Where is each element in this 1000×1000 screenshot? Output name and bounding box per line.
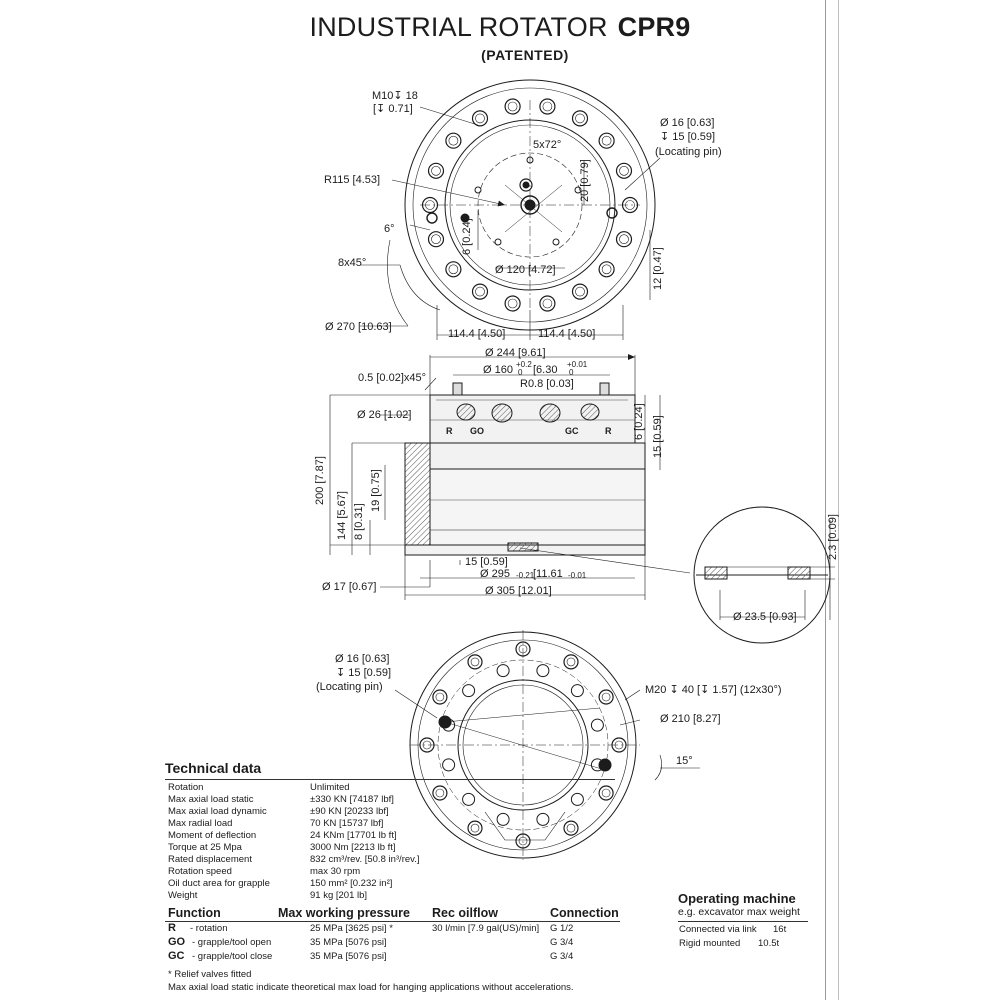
connection-header: Connection (550, 906, 619, 920)
radius-small-callout: R0.8 [0.03] (520, 378, 574, 390)
chamfer-small-callout: 0.5 [0.02]x45° (358, 372, 427, 384)
top-view-labels (324, 90, 722, 340)
bolt-hole-inner (476, 114, 485, 123)
operating-machine-heading: Operating machine (678, 891, 796, 906)
tech-row-value: 91 kg [201 lb] (310, 890, 368, 901)
op-row-rigid-label: Rigid mounted (679, 938, 741, 949)
bolt-hole-inner (620, 166, 629, 175)
bolt-hole (617, 232, 632, 247)
bolt-hole (564, 821, 578, 835)
bottom-pin-depth: ↧ 15 [0.59] (336, 667, 392, 679)
bolt-hole-secondary (463, 793, 475, 805)
port-gc-label: GC (565, 426, 579, 436)
bolt-hole-secondary (463, 685, 475, 697)
bolt-hole-inner (436, 789, 444, 797)
dim-120-callout: Ø 120 [4.72] (495, 264, 556, 276)
bolt-hole-secondary (591, 719, 603, 731)
bolt-hole (505, 99, 520, 114)
function-connection: G 3/4 (550, 951, 574, 962)
tech-row-value: 832 cm³/rev. [50.8 in³/rev.] (310, 854, 420, 865)
function-connection: G 3/4 (550, 937, 574, 948)
bottom-dim-210: Ø 210 [8.27] (660, 713, 721, 725)
dim-15c-callout: 15 [0.59] (465, 556, 508, 568)
bolt-hole-inner (508, 102, 517, 111)
bolt-hole-secondary (537, 665, 549, 677)
bolt-hole-secondary (537, 813, 549, 825)
bolt-hole (446, 262, 461, 277)
tech-row-label: Moment of deflection (168, 830, 257, 841)
dim-305-callout: Ø 305 [12.01] (485, 585, 552, 597)
bolt-hole (573, 284, 588, 299)
bolt-hole (468, 655, 482, 669)
bolt-hole-secondary (571, 793, 583, 805)
dim-160-callout: Ø 160 (483, 364, 513, 376)
tech-row-label: Weight (168, 890, 198, 901)
side-body (430, 469, 645, 545)
bolt-hole-inner (432, 235, 441, 244)
dim-20-callout: 20 [0.79] (579, 159, 591, 202)
function-desc: - rotation (190, 923, 228, 934)
bolt-hole-inner (543, 102, 552, 111)
bolt-hole-secondary (571, 685, 583, 697)
technical-data-rule (165, 779, 615, 780)
pin-label: (Locating pin) (655, 146, 722, 158)
dim-23-callout: 2.3 [0.09] (827, 514, 839, 560)
tech-row-label: Max radial load (168, 818, 233, 829)
dim-160-inch: [6.30 (533, 364, 558, 376)
tech-row-label: Oil duct area for grapple (168, 878, 270, 889)
dim-160-inch-tol-lower: 0 (569, 368, 574, 377)
oilflow-header: Rec oilflow (432, 906, 498, 920)
bottom-angle-15: 15° (676, 755, 693, 767)
function-pressure: 25 MPa [3625 psi] * (310, 923, 393, 934)
bolt-hole-inner (567, 658, 575, 666)
relief-note: * Relief valves fitted (168, 969, 252, 980)
bolt-hole-inner (602, 265, 611, 274)
model-name: CPR9 (617, 12, 691, 42)
pin-depth-callout: ↧ 15 [0.59] (660, 131, 716, 143)
bolt-hole-inner (543, 299, 552, 308)
angle-pattern-callout: 5x72° (533, 139, 562, 151)
tech-row-value: max 30 rpm (310, 866, 361, 877)
bolt-hole (540, 296, 555, 311)
dim-270-callout: Ø 270 [10.63] (325, 321, 392, 333)
tech-row-label: Torque at 25 Mpa (168, 842, 242, 853)
bolt-hole-secondary (443, 759, 455, 771)
tech-row-value: 70 KN [15737 lbf] (310, 818, 384, 829)
bolt-hole-inner (576, 287, 585, 296)
side-flange-hatch (405, 443, 430, 545)
bolt-hole (599, 262, 614, 277)
chamfer-callout: 8x45° (338, 257, 367, 269)
function-key: GC (168, 950, 185, 962)
port-r2-label: R (605, 426, 612, 436)
function-key: GO (168, 936, 186, 948)
dim-15b-callout: 15 [0.59] (652, 415, 664, 458)
dim-295-inch-tol-lower: -0.01 (568, 571, 587, 580)
bolt-hole-inner (576, 114, 585, 123)
top-view (360, 80, 660, 340)
bolt-hole (433, 786, 447, 800)
dim-19-callout: 19 [0.75] (370, 469, 382, 512)
op-row-link-label: Connected via link (679, 924, 757, 935)
dim-160-tol-lower: 0 (518, 368, 523, 377)
side-mid-block (430, 443, 645, 469)
function-table-rule (165, 921, 620, 922)
dim-144-callout: 144 [5.67] (336, 491, 348, 540)
bolt-hole (473, 111, 488, 126)
bolt-hole (573, 111, 588, 126)
tech-row-label: Rated displacement (168, 854, 252, 865)
port-go-label: GO (470, 426, 485, 436)
tech-row-value: 150 mm² [0.232 in²] (310, 878, 393, 889)
bolt-hole-inner (620, 235, 629, 244)
bolt-hole (540, 99, 555, 114)
dim-295-callout: Ø 295 (480, 568, 510, 580)
dim-26-callout: Ø 26 [1.02] (357, 409, 412, 421)
dim-200-callout: 200 [7.87] (314, 456, 326, 505)
technical-data-heading: Technical data (165, 760, 262, 776)
operating-machine-subheading: e.g. excavator max weight (678, 906, 800, 918)
dim-12-callout: 12 [0.47] (652, 247, 664, 290)
bolt-hole-secondary (497, 813, 509, 825)
bolt-hole (599, 133, 614, 148)
tech-row-value: Unlimited (310, 782, 350, 793)
half-left-callout: 114.4 [4.50] (448, 328, 506, 340)
bolt-hole (599, 786, 613, 800)
pin-dia-callout: Ø 16 [0.63] (660, 117, 715, 129)
bolt-hole-inner (476, 287, 485, 296)
detail-view-labels (733, 514, 839, 623)
dim-160-tol-upper: +0.2 (516, 360, 532, 369)
dim-235-callout: Ø 23.5 [0.93] (733, 611, 797, 623)
bolt-hole-inner (602, 789, 610, 797)
bolt-hole (617, 163, 632, 178)
radius-callout: R115 [4.53] (324, 174, 381, 186)
dim-295-inch: [11.61 (533, 568, 563, 580)
angle-6-callout: 6° (384, 223, 395, 235)
function-pressure: 35 MPa [5076 psi] (310, 937, 387, 948)
bolt-hole-inner (602, 693, 610, 701)
tech-row-value: ±90 KN [20233 lbf] (310, 806, 389, 817)
pressure-header: Max working pressure (278, 906, 410, 920)
bolt-hole-inner (508, 299, 517, 308)
bolt-hole (446, 133, 461, 148)
dim-244-callout: Ø 244 [9.61] (485, 347, 546, 359)
function-flow: 30 l/min [7.9 gal(US)/min] (432, 923, 540, 934)
tech-row-value: 24 KNm [17701 lb ft] (310, 830, 397, 841)
bolt-hole-inner (567, 824, 575, 832)
bolt-hole-secondary (497, 665, 509, 677)
thread-callout: M10↧ 18 (372, 90, 418, 102)
bolt-hole-inner (471, 658, 479, 666)
tech-row-label: Rotation speed (168, 866, 232, 877)
bolt-hole (473, 284, 488, 299)
tech-row-label: Max axial load dynamic (168, 806, 267, 817)
bolt-hole (429, 163, 444, 178)
bolt-hole-inner (602, 136, 611, 145)
op-row-rigid-value: 10.5t (758, 938, 780, 949)
half-right-callout: 114.4 [4.50] (538, 328, 596, 340)
function-desc: - grapple/tool open (192, 937, 272, 948)
function-desc: - grapple/tool close (192, 951, 273, 962)
bolt-hole-inner (436, 693, 444, 701)
operating-machine-rule (678, 921, 808, 922)
dim-160-inch-tol-upper: +0.01 (567, 360, 588, 369)
dim-17-callout: Ø 17 [0.67] (322, 581, 377, 593)
bottom-pin-label: (Locating pin) (316, 681, 383, 693)
function-pressure: 35 MPa [5076 psi] (310, 951, 387, 962)
port-r-label: R (446, 426, 453, 436)
bolt-hole-inner (432, 166, 441, 175)
bolt-hole-inner (449, 265, 458, 274)
op-row-link-value: 16t (773, 924, 787, 935)
bolt-hole (468, 821, 482, 835)
dim-6b-callout: 6 [0.24] (633, 403, 645, 440)
bottom-pin-dia: Ø 16 [0.63] (335, 653, 390, 665)
title-text: INDUSTRIAL ROTATOR (309, 12, 608, 42)
tech-row-value: ±330 KN [74187 lbf] (310, 794, 394, 805)
dim-6-callout: 6 [0.24] (461, 218, 473, 255)
function-header: Function (168, 906, 221, 920)
bottom-view (395, 630, 700, 860)
dim-295-tol-upper: -0.21 (516, 571, 535, 580)
dim-8-callout: 8 [0.31] (353, 503, 365, 540)
bolt-hole (599, 690, 613, 704)
bolt-hole (429, 232, 444, 247)
tech-row-value: 3000 Nm [2213 lb ft] (310, 842, 396, 853)
page-subtitle: (PATENTED) (481, 47, 569, 63)
tech-row-label: Rotation (168, 782, 204, 793)
thread-depth-callout: [↧ 0.71] (373, 103, 413, 115)
bolt-hole (433, 690, 447, 704)
bottom-thread-callout: M20 ↧ 40 [↧ 1.57] (12x30°) (645, 684, 782, 696)
bolt-hole (505, 296, 520, 311)
tech-row-label: Max axial load static (168, 794, 254, 805)
bolt-hole-inner (471, 824, 479, 832)
bolt-hole-inner (449, 136, 458, 145)
function-connection: G 1/2 (550, 923, 574, 934)
bolt-hole (564, 655, 578, 669)
function-key: R (168, 922, 176, 934)
axial-note: Max axial load static indicate theoretical max load for hanging applications without accelerations. (168, 982, 574, 993)
